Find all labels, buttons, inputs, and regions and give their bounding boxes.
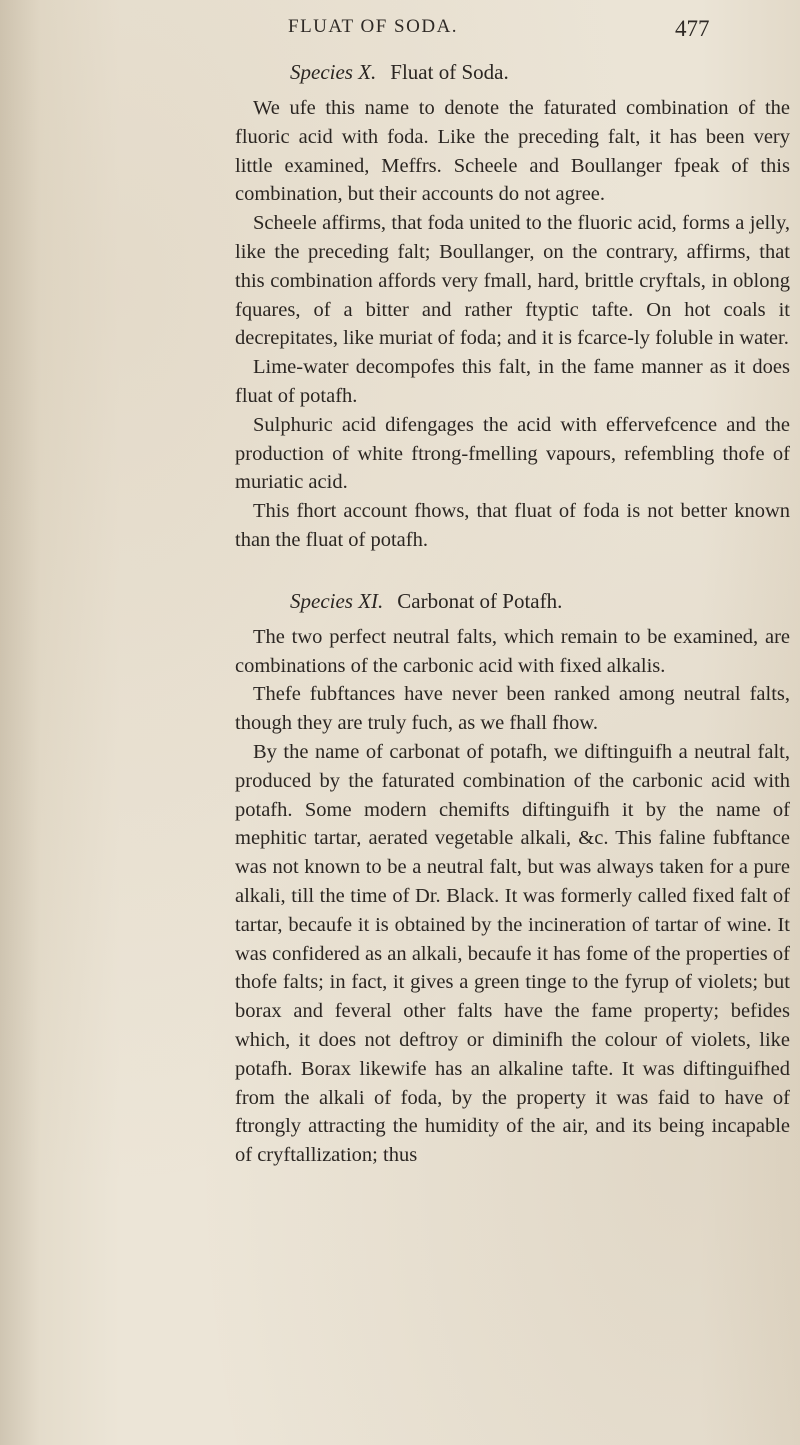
page-text <box>235 44 790 1170</box>
paragraph: Lime-water decompofes this falt, in the fame manner as it does fluat of potafh. <box>235 356 790 407</box>
paragraph: This fhort account fhows, that fluat of foda is not better known than the fluat of potafh. <box>235 500 790 551</box>
paragraph: Scheele affirms, that foda united to the fluoric acid, forms a jelly, like the preceding falt; Boullanger, on the contrary, affirms, that this combination affords very fmall, hard, brittle cryftals, in oblong fquares, of a bitter and rather ftyptic tafte. On hot coals it decrepitates, like muriat of foda; and it is fcarce-ly foluble in water. <box>235 212 790 350</box>
species-label: Species X. <box>290 60 377 84</box>
paragraph: By the name of carbonat of potafh, we diftinguifh a neutral falt, produced by the faturated combination of the carbonic acid with potafh. Some modern chemifts diftinguifh it by the name of mephitic tartar, aerated vegetable alkali, &c. This faline fubftance was not known to be a neutral falt, but was always taken for a pure alkali, till the time of Dr. Black. It was formerly called fixed falt of tartar, becaufe it is obtained by the incineration of tartar of wine. It was confidered as an alkali, becaufe it has fome of the properties of thofe falts; in fact, it gives a green tinge to the fyrup of violets; but borax and feveral other falts have the fame property; befides which, it does not deftroy or diminifh the colour of violets, like potafh. Borax likewife has an alkaline tafte. It was diftinguifhed from the alkali of foda, by the property it was faid to have of ftrongly attracting the humidity of the air, and its being incapable of cryftallization; thus <box>235 740 790 1167</box>
section-heading-species-xi <box>290 587 790 615</box>
paragraph: We ufe this name to denote the faturated combination of the fluoric acid with foda. Like the preceding falt, it has been very little examined, Meffrs. Scheele and Boullanger fpeak of this combination, but their accounts do not agree. <box>235 97 790 206</box>
running-title: FLUAT OF SODA. <box>288 16 459 37</box>
species-label: Species XI. <box>290 588 384 613</box>
section-heading-species-x <box>290 58 790 86</box>
paragraph: Sulphuric acid difengages the acid with effervefcence and the production of white ftrong-fmelling vapours, refembling thofe of muriatic acid. <box>235 413 790 494</box>
paragraph: The two perfect neutral falts, which remain to be examined, are combinations of the carbonic acid with fixed alkalis. <box>235 625 790 677</box>
species-title: Carbonat of Potafh. <box>397 588 563 613</box>
paragraph: Thefe fubftances have never been ranked among neutral falts, though they are truly fuch, as we fhall fhow. <box>235 683 790 735</box>
species-title: Fluat of Soda. <box>390 60 509 84</box>
page-number: 477 <box>675 16 710 41</box>
